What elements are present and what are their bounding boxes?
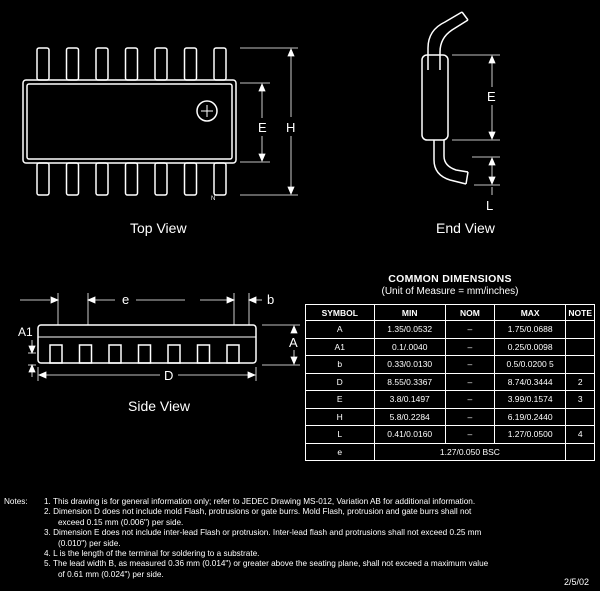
bottom-lead	[37, 163, 49, 195]
top-view-drawing	[0, 0, 320, 215]
top-lead	[185, 48, 197, 80]
table-cell: –	[445, 408, 494, 426]
col-max-header: MAX	[494, 305, 565, 321]
table-cell: –	[445, 321, 494, 339]
top-lead	[155, 48, 167, 80]
col-note-header: NOTE	[566, 305, 595, 321]
top-view-bottom-leads	[37, 163, 226, 195]
table-row	[306, 408, 595, 426]
side-lead	[227, 345, 239, 363]
table-cell: 1.75/0.0688	[494, 321, 565, 339]
table-row	[306, 321, 595, 339]
table-cell	[566, 356, 595, 374]
note-line: 3. Dimension E does not include inter-lead Flash or protrusion. Inter-lead flash and protrusions shall not exceed 0.25 mm	[44, 528, 482, 538]
table-cell: 6.19/0.2440	[494, 408, 565, 426]
table-cell	[566, 321, 595, 339]
table-cell: 1.27/0.050 BSC	[374, 443, 566, 461]
table-cell: 8.74/0.3444	[494, 373, 565, 391]
end-view-drawing	[400, 0, 600, 215]
table-cell: E	[306, 391, 375, 409]
pin-n-mark: N	[211, 196, 216, 202]
table-row	[306, 356, 595, 374]
table-cell	[566, 443, 595, 461]
table-cell: 3	[566, 391, 595, 409]
table-cell: e	[306, 443, 375, 461]
table-cell	[566, 408, 595, 426]
table-header-row	[306, 305, 595, 321]
top-view-label: Top View	[130, 220, 187, 236]
table-row	[306, 338, 595, 356]
table-cell: –	[445, 356, 494, 374]
table-cell: –	[445, 338, 494, 356]
table-row	[306, 426, 595, 444]
top-lead	[126, 48, 138, 80]
table-row	[306, 373, 595, 391]
bottom-lead	[126, 163, 138, 195]
table-cell: 3.99/0.1574	[494, 391, 565, 409]
table-cell: A	[306, 321, 375, 339]
table-cell: 1.27/0.0500	[494, 426, 565, 444]
table-title: COMMON DIMENSIONS	[388, 273, 512, 285]
side-lead	[198, 345, 210, 363]
side-lead	[139, 345, 151, 363]
table-row-e	[306, 443, 595, 461]
side-lead	[168, 345, 180, 363]
note-line: of 0.61 mm (0.024") per side.	[58, 569, 164, 579]
side-view-a-letter: A	[289, 335, 298, 350]
note-line: 5. The lead width B, as measured 0.36 mm (0.014") or greater above the seating plane, shall not exceed a maximum value	[44, 559, 489, 569]
col-nom-header: NOM	[445, 305, 494, 321]
bottom-lead	[155, 163, 167, 195]
note-line: exceed 0.15 mm (0.006") per side.	[58, 517, 184, 527]
side-view-drawing	[0, 285, 305, 395]
table-cell: A1	[306, 338, 375, 356]
bottom-lead	[67, 163, 79, 195]
common-dimensions-table	[305, 304, 595, 461]
table-cell: 0.1/.0040	[374, 338, 445, 356]
table-row	[306, 391, 595, 409]
top-view-e-letter: E	[258, 120, 267, 135]
table-cell: 0.41/0.0160	[374, 426, 445, 444]
drawing-date: 2/5/02	[564, 577, 590, 587]
top-view-top-leads	[37, 48, 226, 80]
top-lead	[214, 48, 226, 80]
table-cell: 5.8/0.2284	[374, 408, 445, 426]
table-cell: 3.8/0.1497	[374, 391, 445, 409]
bottom-lead	[96, 163, 108, 195]
table-cell: H	[306, 408, 375, 426]
note-line: 4. L is the length of the terminal for soldering to a substrate.	[44, 549, 260, 559]
table-cell: 8.55/0.3367	[374, 373, 445, 391]
table-cell: 4	[566, 426, 595, 444]
col-symbol-header: SYMBOL	[306, 305, 375, 321]
note-line: (0.010") per side.	[58, 538, 121, 548]
side-view-leads	[50, 345, 239, 363]
table-cell: 2	[566, 373, 595, 391]
notes-list	[44, 497, 584, 580]
table-cell: 0.5/0.0200 5	[494, 356, 565, 374]
side-lead	[80, 345, 92, 363]
top-view-h-letter: H	[286, 120, 296, 135]
side-view-a1-letter: A1	[18, 325, 33, 339]
table-cell: b	[306, 356, 375, 374]
side-view-label: Side View	[128, 398, 191, 414]
table-cell: D	[306, 373, 375, 391]
side-view-d-letter: D	[164, 368, 174, 383]
table-cell	[566, 338, 595, 356]
table-cell: –	[445, 426, 494, 444]
end-view-l-letter: L	[486, 198, 494, 213]
top-view-body	[23, 80, 236, 163]
end-view-body	[422, 55, 448, 140]
end-view-e-letter: E	[487, 89, 496, 104]
table-cell: 0.25/0.0098	[494, 338, 565, 356]
top-lead	[67, 48, 79, 80]
note-line: 1. This drawing is for general information only; refer to JEDEC Drawing MS-012, Variation AB for additional information.	[44, 497, 476, 506]
bottom-lead	[214, 163, 226, 195]
side-lead	[109, 345, 121, 363]
notes-label: Notes:	[4, 497, 28, 506]
side-view-b-letter: b	[267, 292, 275, 307]
top-lead	[96, 48, 108, 80]
table-cell: 0.33/0.0130	[374, 356, 445, 374]
side-view-body	[38, 325, 256, 363]
table-cell: –	[445, 373, 494, 391]
side-view-e-letter: e	[122, 292, 130, 307]
table-cell: –	[445, 391, 494, 409]
top-view-body-inner	[27, 84, 232, 159]
end-view-label: End View	[436, 220, 495, 236]
note-line: 2. Dimension D does not include mold Flash, protrusions or gate burrs. Mold Flash, protrusion and gate burrs shall not	[44, 507, 472, 517]
table-cell: L	[306, 426, 375, 444]
table-cell: 1.35/0.0532	[374, 321, 445, 339]
bottom-lead	[185, 163, 197, 195]
col-min-header: MIN	[374, 305, 445, 321]
table-subtitle: (Unit of Measure = mm/inches)	[381, 286, 519, 297]
side-lead	[50, 345, 62, 363]
top-lead	[37, 48, 49, 80]
